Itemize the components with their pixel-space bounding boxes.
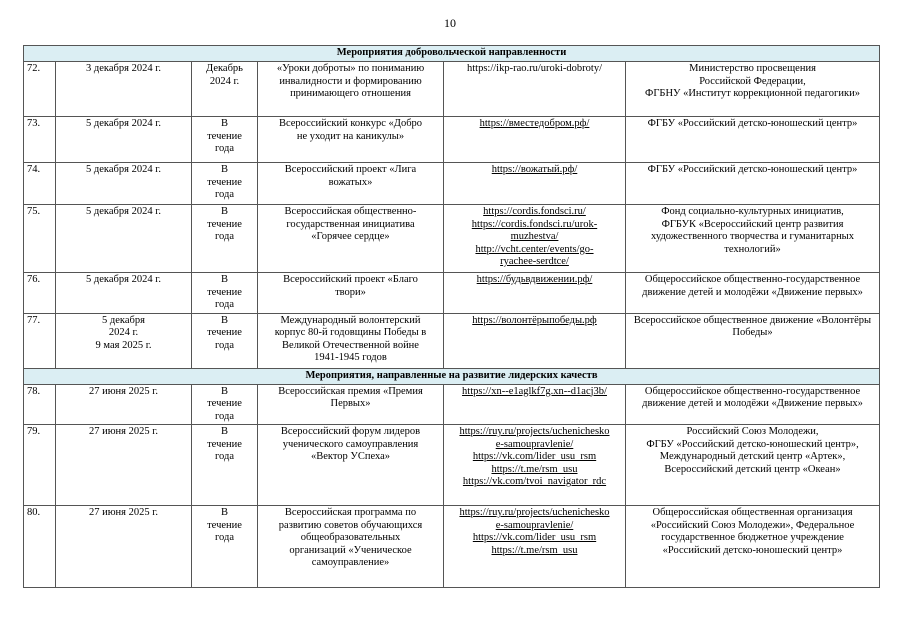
organizer-line: движение детей и молодёжи «Движение первых» — [642, 286, 863, 298]
table-row — [24, 117, 880, 163]
event-name — [258, 425, 444, 506]
event-link[interactable]: https://vk.com/tvoi_navigator_rdc — [462, 476, 607, 487]
event-date — [56, 205, 192, 273]
row-number: 78. — [24, 384, 56, 425]
event-date-line: 27 июня 2025 г. — [88, 385, 159, 397]
organizer — [626, 205, 880, 273]
event-period-line: года — [215, 532, 234, 543]
event-period — [192, 313, 258, 368]
event-period-line: В — [220, 118, 228, 129]
event-date-line: 5 декабря 2024 г. — [86, 118, 161, 129]
organizer-line: ФГБУ «Российский детско-юношеский центр» — [647, 118, 858, 129]
table-row — [24, 425, 880, 506]
event-link[interactable]: https://волонтёрыпобеды.рф — [472, 314, 597, 326]
event-name-line: Международный волонтерский — [280, 314, 421, 326]
event-links — [444, 384, 626, 425]
section-title: Мероприятия, направленные на развитие лидерских качеств — [24, 368, 880, 384]
section-title: Мероприятия добровольческой направленности — [24, 46, 880, 62]
event-name-line: Всероссийская общественно- — [284, 206, 417, 217]
event-name-line: Всероссийский проект «Благо — [283, 274, 418, 285]
event-date-line: 9 мая 2025 г. — [95, 339, 152, 351]
event-link[interactable]: https://cordis.fondsci.ru/urok- — [471, 218, 598, 230]
event-period-line: года — [215, 410, 234, 422]
event-period-line: течение — [207, 327, 242, 338]
table-row — [24, 384, 880, 425]
event-date — [56, 273, 192, 314]
event-link[interactable]: https://вместедобром.рф/ — [479, 118, 590, 129]
event-period-line: течение — [207, 438, 242, 450]
organizer — [626, 163, 880, 205]
event-date — [56, 384, 192, 425]
event-link[interactable]: https://vk.com/lider_usu_rsm — [472, 532, 597, 543]
organizer — [626, 117, 880, 163]
table-row — [24, 313, 880, 368]
row-number: 74. — [24, 163, 56, 205]
event-link[interactable]: muzhestva/ — [510, 231, 559, 242]
event-date-line: 5 декабря 2024 г. — [86, 274, 161, 285]
event-name-line: Всероссийский конкурс «Добро — [278, 118, 423, 129]
event-name-line: не уходит на каникулы» — [296, 130, 405, 142]
event-date — [56, 506, 192, 588]
organizer — [626, 273, 880, 314]
event-name-line: Великой Отечественной войне — [282, 339, 419, 351]
organizer-line: Победы» — [732, 327, 773, 338]
event-date-line: 5 декабря 2024 г. — [86, 206, 161, 217]
organizer-line: художественного творчества и гуманитарных — [651, 231, 854, 242]
event-period — [192, 163, 258, 205]
section-header — [24, 46, 880, 62]
row-number: 75. — [24, 205, 56, 273]
event-name — [258, 163, 444, 205]
event-period-line: В — [220, 426, 228, 437]
event-name — [258, 506, 444, 588]
organizer-line: Российской Федерации, — [699, 75, 806, 87]
organizer — [626, 384, 880, 425]
event-link[interactable]: e-samoupravlenie/ — [495, 438, 574, 450]
event-period — [192, 205, 258, 273]
table-row — [24, 506, 880, 588]
event-date-line: 27 июня 2025 г. — [88, 426, 159, 437]
table-row — [24, 62, 880, 117]
organizer-line: государственное бюджетное учреждение — [661, 532, 844, 543]
event-name — [258, 384, 444, 425]
row-number: 77. — [24, 313, 56, 368]
event-links — [444, 506, 626, 588]
organizer-line: Фонд социально-культурных инициатив, — [661, 206, 844, 217]
event-link[interactable]: https://vk.com/lider_usu_rsm — [472, 451, 597, 462]
section-header — [24, 368, 880, 384]
event-link[interactable]: https://вожатый.рф/ — [491, 164, 578, 175]
event-name-line: «Горячее сердце» — [311, 231, 390, 242]
event-date-line: 27 июня 2025 г. — [88, 507, 159, 518]
event-date-line: 3 декабря 2024 г. — [86, 63, 161, 74]
event-period-line: 2024 г. — [209, 75, 240, 87]
organizer — [626, 506, 880, 588]
event-name — [258, 117, 444, 163]
organizer-line: «Российский детско-юношеский центр» — [662, 544, 843, 556]
page-number: 10 — [444, 16, 456, 30]
event-name-line: Всероссийская программа по — [284, 507, 417, 518]
event-date-line: 5 декабря 2024 г. — [86, 164, 161, 175]
organizer-line: Всероссийский детский центр «Океан» — [664, 463, 841, 475]
event-period-line: года — [215, 299, 234, 310]
event-link[interactable]: http://vcht.center/events/go- — [475, 243, 594, 255]
event-name-line: 1941-1945 годов — [314, 352, 387, 363]
event-name — [258, 273, 444, 314]
event-period-line: течение — [207, 398, 242, 409]
event-period — [192, 62, 258, 117]
event-period-line: года — [215, 143, 234, 154]
event-links — [444, 313, 626, 368]
event-period-line: В — [220, 314, 228, 326]
organizer — [626, 425, 880, 506]
event-period-line: В — [220, 274, 228, 285]
event-period-line: Декабрь — [206, 63, 243, 74]
table-row — [24, 163, 880, 205]
event-period-line: течение — [207, 286, 242, 298]
organizer-line: ФГБНУ «Институт коррекционной педагогики» — [645, 88, 860, 99]
events-table-body — [24, 46, 880, 588]
organizer-line: ФГБУ «Российский детско-юношеский центр», — [646, 438, 859, 450]
event-link[interactable]: https://t.me/rsm_usu — [491, 544, 578, 556]
event-date-line: 2024 г. — [108, 327, 139, 338]
events-table — [23, 45, 880, 588]
event-links — [444, 425, 626, 506]
event-period-line: В — [220, 385, 228, 397]
organizer-line: Международный детский центр «Артек», — [659, 451, 846, 462]
event-name-line: Всероссийская премия «Премия — [278, 385, 423, 397]
organizer-line: ФГБУК «Всероссийский центр развития — [661, 218, 844, 230]
event-name-line: принимающего отношения — [290, 88, 411, 99]
event-name-line: «Вектор УСпеха» — [310, 451, 391, 462]
organizer — [626, 62, 880, 117]
event-date — [56, 62, 192, 117]
event-period-line: течение — [207, 176, 242, 188]
event-name-line: самоуправление» — [311, 557, 390, 568]
event-period-line: года — [215, 451, 234, 462]
event-period — [192, 384, 258, 425]
organizer-line: Общероссийское общественно-государственное — [644, 385, 861, 397]
event-period-line: года — [215, 231, 234, 242]
event-period-line: течение — [207, 130, 242, 142]
event-period-line: течение — [207, 218, 242, 230]
event-name-line: государственная инициатива — [286, 218, 415, 230]
event-name-line: корпус 80-й годовщины Победы в — [274, 327, 427, 338]
event-name-line: инвалидности и формированию — [279, 75, 422, 87]
organizer-line: Министерство просвещения — [689, 63, 816, 74]
table-row — [24, 205, 880, 273]
event-period-line: В — [220, 507, 228, 518]
event-link[interactable]: https://ruy.ru/projects/uchenichesko — [459, 507, 610, 518]
event-date — [56, 163, 192, 205]
row-number: 76. — [24, 273, 56, 314]
event-name-line: ученического самоуправления — [282, 438, 419, 450]
event-link[interactable]: https://ruy.ru/projects/uchenichesko — [459, 426, 610, 437]
event-name-line: организаций «Ученическое — [289, 544, 412, 556]
event-link[interactable]: https://cordis.fondsci.ru/ — [483, 206, 586, 217]
table-row — [24, 273, 880, 314]
event-name-line: «Уроки доброты» по пониманию — [276, 63, 425, 74]
row-number: 79. — [24, 425, 56, 506]
organizer — [626, 313, 880, 368]
event-links — [444, 62, 626, 117]
event-links — [444, 205, 626, 273]
event-period-line: года — [215, 339, 234, 351]
event-name-line: твори» — [335, 286, 366, 298]
organizer-line: Общероссийская общественная организация — [652, 507, 853, 518]
organizer-line: «Российский Союз Молодежи», Федеральное — [650, 519, 855, 531]
event-name — [258, 62, 444, 117]
event-links — [444, 117, 626, 163]
organizer-line: технологий» — [724, 243, 781, 255]
event-period — [192, 506, 258, 588]
event-link[interactable]: https://будьвдвижении.рф/ — [476, 274, 593, 285]
event-date — [56, 117, 192, 163]
event-link[interactable]: e-samoupravlenie/ — [495, 519, 574, 531]
row-number: 80. — [24, 506, 56, 588]
event-period — [192, 273, 258, 314]
event-period-line: течение — [207, 519, 242, 531]
organizer-line: движение детей и молодёжи «Движение первых» — [642, 398, 863, 409]
event-name — [258, 313, 444, 368]
event-links — [444, 273, 626, 314]
event-name-line: развитию советов обучающихся — [278, 519, 423, 531]
organizer-line: Всероссийское общественное движение «Волонтёры — [633, 314, 872, 326]
row-number: 72. — [24, 62, 56, 117]
event-period-line: В — [220, 164, 228, 175]
event-period-line: В — [220, 206, 228, 217]
organizer-line: Российский Союз Молодежи, — [686, 426, 819, 437]
event-link[interactable]: ryachee-serdtce/ — [500, 256, 569, 267]
event-link[interactable]: https://t.me/rsm_usu — [491, 463, 578, 475]
event-name — [258, 205, 444, 273]
event-period — [192, 425, 258, 506]
organizer-line: Общероссийское общественно-государственное — [644, 274, 861, 285]
event-name-line: Всероссийский проект «Лига — [284, 164, 417, 175]
event-period-line: года — [215, 189, 234, 200]
event-link[interactable]: https://xn--e1aglkf7g.xn--d1acj3b/ — [462, 385, 607, 397]
event-date-line: 5 декабря — [102, 314, 145, 326]
event-name-line: общеобразовательных — [300, 532, 401, 543]
event-date — [56, 425, 192, 506]
event-name-line: Первых» — [330, 398, 371, 409]
event-link: https://ikp-rao.ru/uroki-dobroty/ — [466, 63, 603, 74]
event-date — [56, 313, 192, 368]
row-number: 73. — [24, 117, 56, 163]
event-period — [192, 117, 258, 163]
event-links — [444, 163, 626, 205]
event-name-line: Всероссийский форум лидеров — [280, 426, 421, 437]
organizer-line: ФГБУ «Российский детско-юношеский центр» — [647, 164, 858, 175]
event-name-line: вожатых» — [328, 176, 373, 188]
